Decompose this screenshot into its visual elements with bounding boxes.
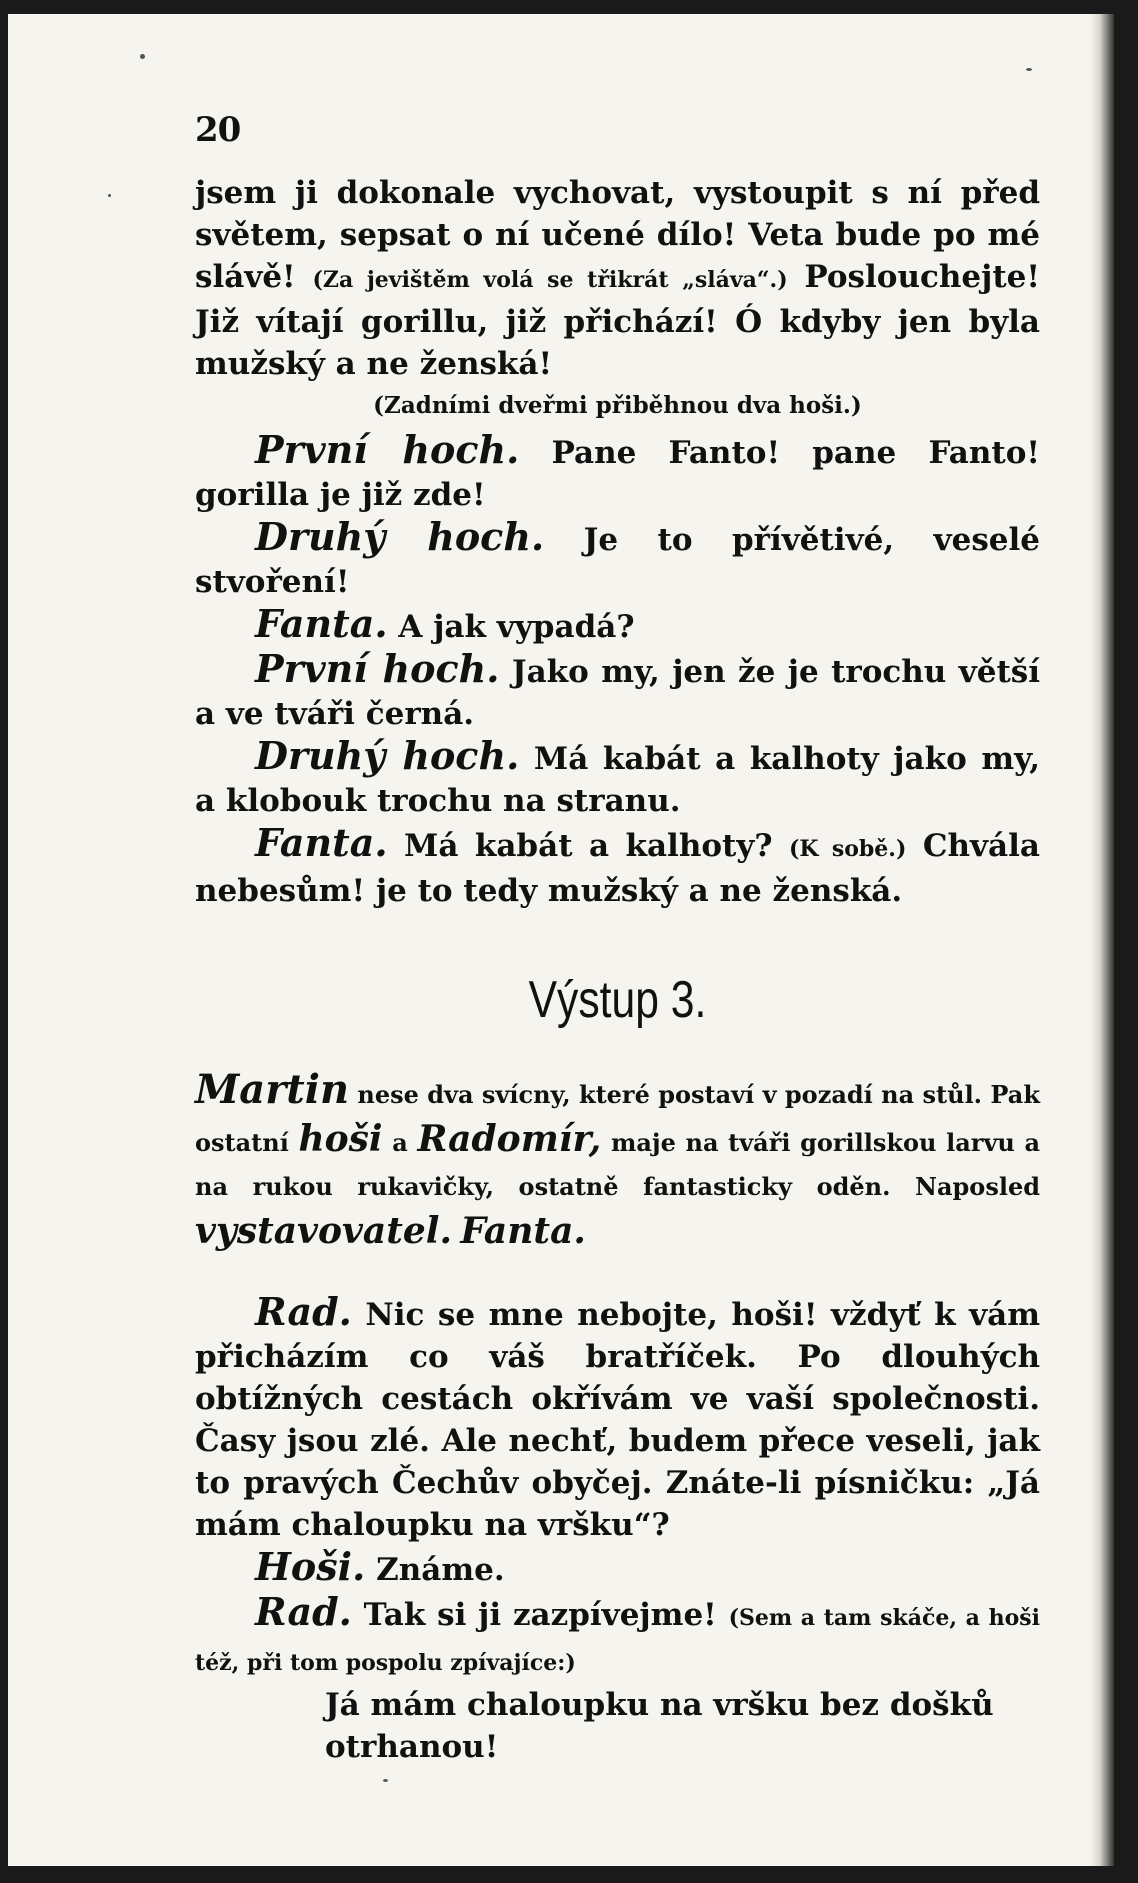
dialog-line: Rad. Nic se mne nebojte, hoši! vždyť k vám přicházím co váš bratříček. Po dlouhých obtížných cestách okřívám ve vaší společnosti. Časy jsou zlé. Ale nechť, budem přece veseli, jak to pravých Čechův obyčej. Znáte-li písničku: „Já mám chaloupku na vršku“?	[195, 1289, 1041, 1543]
page-edge-shadow	[1090, 14, 1114, 1866]
speaker: Fanta.	[255, 820, 388, 865]
page-number: 20	[195, 110, 241, 150]
dialog-line: Rad. Tak si ji zazpívejme! (Sem a tam skáče, a hoši též, při tom pospolu zpívajíce:)	[195, 1589, 1040, 1676]
scene-heading: Výstup 3.	[528, 971, 707, 1029]
dialog-line: Druhý hoch. Má kabát a kalhoty jako my, a klobouk trochu na stranu.	[195, 733, 1040, 819]
book-page	[8, 14, 1114, 1866]
song-lyrics: Já mám chaloupku na vršku bez došků otrhanou!	[325, 1687, 994, 1765]
page-text	[195, 110, 1040, 1768]
dialog-line: Fanta. A jak vypadá?	[255, 601, 635, 646]
speaker: Druhý hoch.	[255, 514, 545, 559]
speaker: Rad.	[255, 1289, 352, 1334]
speck	[383, 1779, 388, 1782]
paragraph: jsem ji dokonale vychovat, vystoupit s ní před světem, sepsat o ní učené dílo! Veta bude po mé slávě! (Za jevištěm volá se třikrát „sláva“.) Poslouchejte! Již vítají gorillu, již přichází! Ó kdyby jen byla mužský a ne ženská!	[195, 175, 1041, 382]
speaker: Druhý hoch.	[255, 733, 520, 778]
dialog-line: První hoch. Jako my, jen že je trochu větší a ve tváři černá.	[195, 646, 1041, 732]
dialog-line: Fanta. Má kabát a kalhoty? (K sobě.) Chvála nebesům! je to tedy mužský a ne ženská.	[195, 820, 1040, 909]
stage-direction: (Zadními dveřmi přiběhnou dva hoši.)	[373, 392, 862, 419]
speck	[108, 194, 111, 197]
speck	[140, 54, 145, 59]
speaker: První hoch.	[255, 427, 520, 472]
cast-list: Martin nese dva svícny, které postaví v pozadí na stůl. Pak ostatní hoši a Radomír, maje na tváři gorillskou larvu a na rukou rukavičky, ostatně fantasticky oděn. Naposled vystavovatel. Fanta.	[195, 1066, 1041, 1252]
speaker: Hoši.	[255, 1544, 366, 1589]
speaker: První hoch.	[255, 646, 500, 691]
speaker: Rad.	[255, 1589, 352, 1634]
dialog-line: První hoch. Pane Fanto! pane Fanto! gorilla je již zde!	[195, 427, 1040, 513]
speck	[1026, 68, 1032, 71]
dialog-line: Druhý hoch. Je to přívětivé, veselé stvoření!	[195, 514, 1040, 600]
speaker: Fanta.	[255, 601, 388, 646]
dialog-line: Hoši. Známe.	[255, 1544, 505, 1589]
